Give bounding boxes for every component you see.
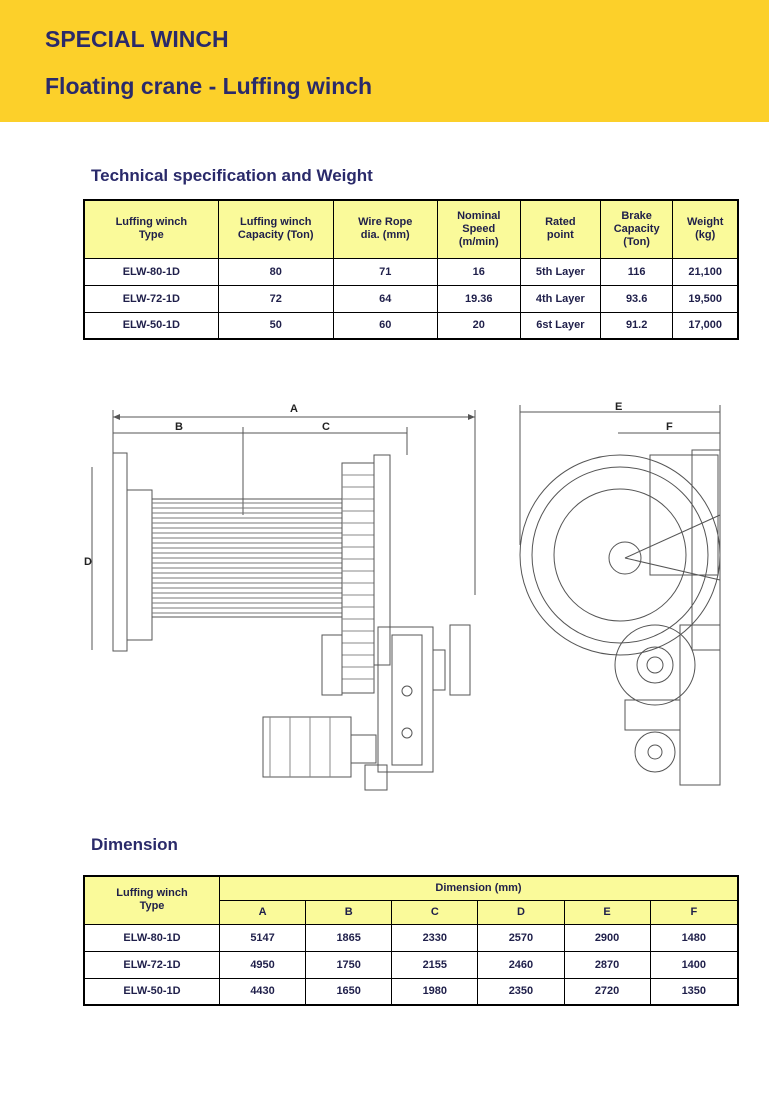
dim-cell: 1865 <box>306 924 392 951</box>
table-row <box>84 924 738 951</box>
spec-col-rope: Wire Rope dia. (mm) <box>333 200 437 258</box>
spec-cell: 6st Layer <box>520 312 600 339</box>
page-title: SPECIAL WINCH <box>45 26 229 52</box>
spec-col-capacity: Luffing winch Capacity (Ton) <box>218 200 333 258</box>
spec-cell: 71 <box>333 258 437 285</box>
dim-label-f: F <box>666 421 673 433</box>
dim-col-c: C <box>392 900 478 924</box>
dim-cell: 1980 <box>392 978 478 1005</box>
spec-cell: 19,500 <box>673 285 738 312</box>
side-view <box>84 403 475 790</box>
table-row <box>84 258 738 285</box>
dim-cell: 1480 <box>650 924 738 951</box>
spec-cell: 80 <box>218 258 333 285</box>
dim-cell: 1750 <box>306 951 392 978</box>
header-banner <box>0 0 769 122</box>
dim-cell: 4430 <box>220 978 306 1005</box>
spec-cell: 72 <box>218 285 333 312</box>
dim-label-e: E <box>615 401 623 413</box>
winch-drawing <box>80 395 740 805</box>
spec-cell: 17,000 <box>673 312 738 339</box>
dim-cell: 2155 <box>392 951 478 978</box>
dimension-table <box>83 875 739 1006</box>
dim-cell: 2870 <box>564 951 650 978</box>
spec-cell: 116 <box>600 258 673 285</box>
spec-cell: 60 <box>333 312 437 339</box>
dim-label-b: B <box>175 421 183 433</box>
dimension-header-row <box>84 876 738 900</box>
spec-cell: 64 <box>333 285 437 312</box>
dim-cell: 2570 <box>478 924 564 951</box>
dim-cell: 1650 <box>306 978 392 1005</box>
dim-cell: ELW-72-1D <box>84 951 220 978</box>
dim-col-f: F <box>650 900 738 924</box>
dim-cell: ELW-80-1D <box>84 924 220 951</box>
dim-cell: 2900 <box>564 924 650 951</box>
table-row <box>84 978 738 1005</box>
spec-col-weight: Weight (kg) <box>673 200 738 258</box>
spec-header-row <box>84 200 738 258</box>
spec-cell: 91.2 <box>600 312 673 339</box>
dim-cell: 1350 <box>650 978 738 1005</box>
spec-cell: 4th Layer <box>520 285 600 312</box>
dim-col-e: E <box>564 900 650 924</box>
dim-label-a: A <box>290 403 298 415</box>
dim-group-header: Dimension (mm) <box>220 876 739 900</box>
table-row <box>84 285 738 312</box>
dim-label-d: D <box>84 556 92 568</box>
spec-cell: 21,100 <box>673 258 738 285</box>
spec-cell: 93.6 <box>600 285 673 312</box>
dim-cell: 2720 <box>564 978 650 1005</box>
end-view <box>520 401 720 785</box>
spec-col-rated: Rated point <box>520 200 600 258</box>
spec-col-type: Luffing winch Type <box>84 200 218 258</box>
table-row <box>84 312 738 339</box>
dim-cell: 4950 <box>220 951 306 978</box>
dim-cell: 1400 <box>650 951 738 978</box>
spec-cell: ELW-80-1D <box>84 258 218 285</box>
spec-cell: 50 <box>218 312 333 339</box>
spec-col-brake: Brake Capacity (Ton) <box>600 200 673 258</box>
spec-cell: ELW-50-1D <box>84 312 218 339</box>
dim-cell: 2460 <box>478 951 564 978</box>
dim-col-a: A <box>220 900 306 924</box>
dim-cell: 2330 <box>392 924 478 951</box>
page-subtitle: Floating crane - Luffing winch <box>45 73 373 99</box>
spec-heading: Technical specification and Weight <box>91 166 373 185</box>
spec-cell: ELW-72-1D <box>84 285 218 312</box>
spec-cell: 5th Layer <box>520 258 600 285</box>
dim-cell: 5147 <box>220 924 306 951</box>
spec-cell: 16 <box>437 258 520 285</box>
dim-col-b: B <box>306 900 392 924</box>
table-row <box>84 951 738 978</box>
spec-cell: 20 <box>437 312 520 339</box>
dimension-heading: Dimension <box>91 835 178 854</box>
spec-table <box>83 199 739 340</box>
dim-col-d: D <box>478 900 564 924</box>
dim-col-type: Luffing winch Type <box>84 876 220 924</box>
dim-cell: ELW-50-1D <box>84 978 220 1005</box>
spec-col-speed: Nominal Speed (m/min) <box>437 200 520 258</box>
spec-cell: 19.36 <box>437 285 520 312</box>
dim-label-c: C <box>322 421 330 433</box>
dim-cell: 2350 <box>478 978 564 1005</box>
